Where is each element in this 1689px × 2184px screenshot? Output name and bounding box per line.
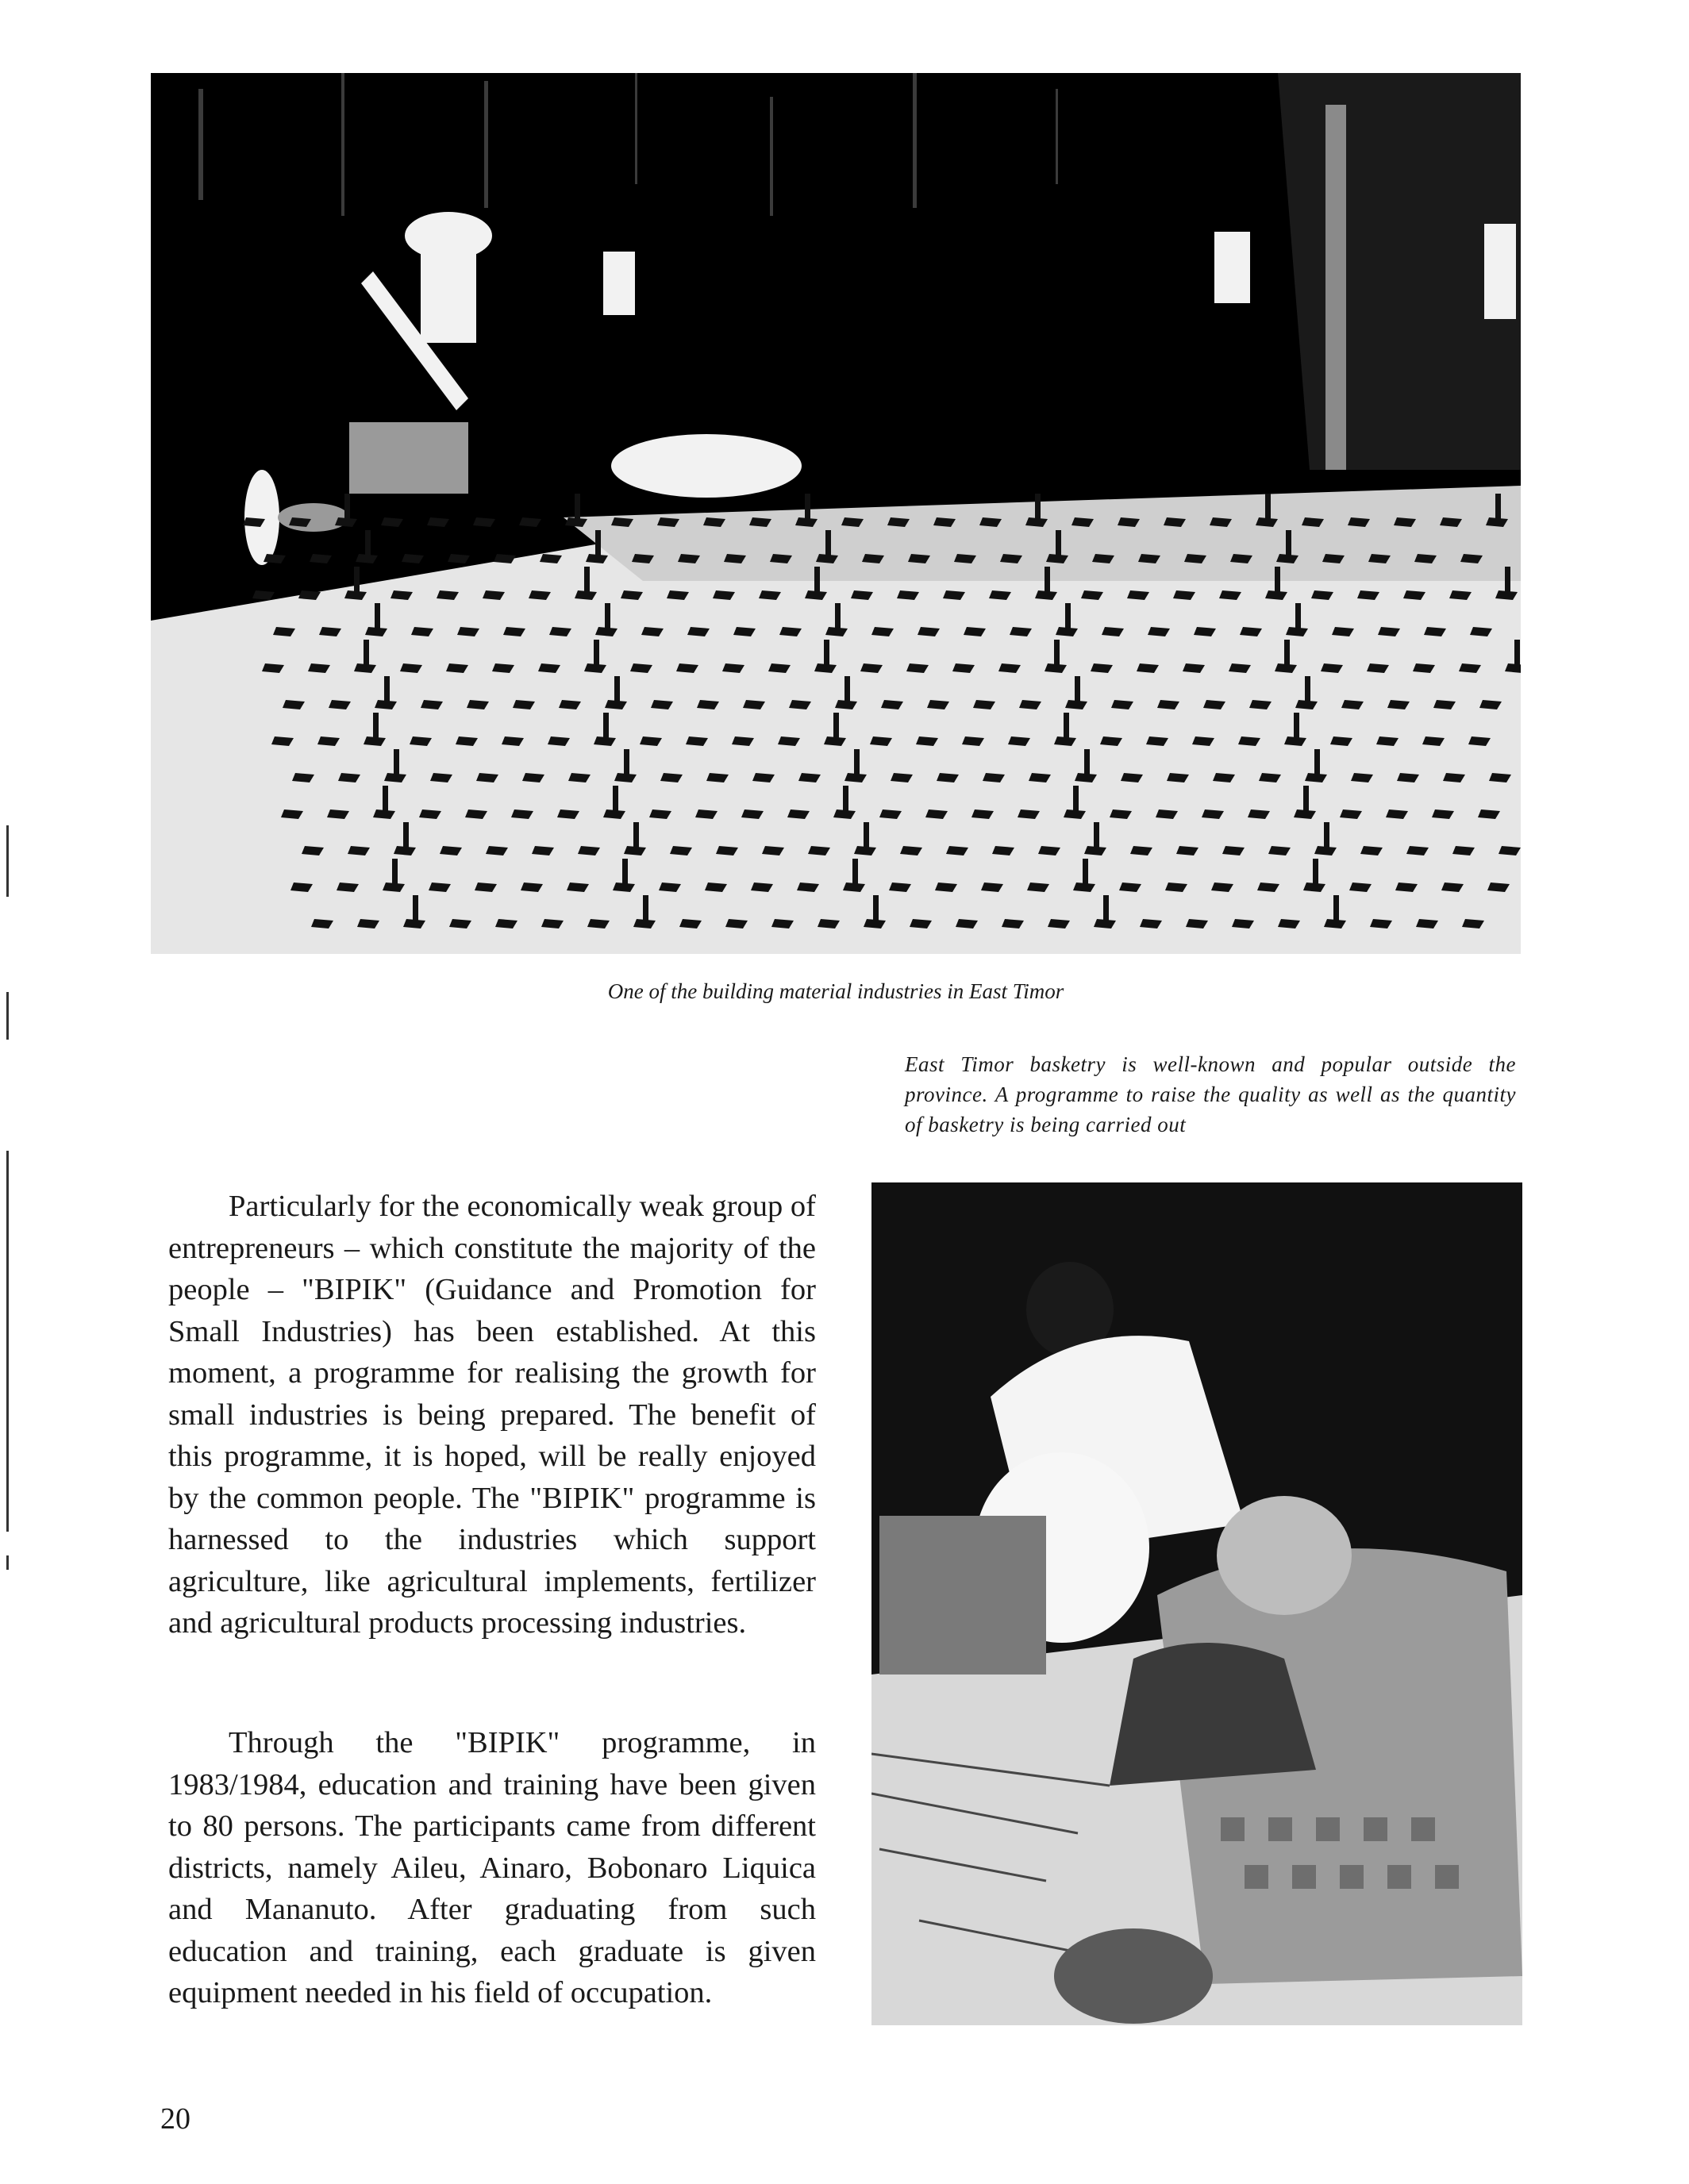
brick-edge [1064,713,1069,740]
brick-edge [594,640,599,667]
brick-edge [603,713,609,740]
page-number: 20 [160,2102,190,2136]
brick-edge [1083,859,1088,886]
brick-edge [605,603,610,630]
brick-edge [1056,530,1061,557]
brick-edge [643,895,648,922]
brick-edge [375,603,380,630]
brick-edge [373,713,379,740]
brick-edge [864,822,869,849]
brick-edge [392,859,398,886]
brick-edge [1313,859,1318,886]
brick-edge [1275,567,1280,594]
brick-edge [354,567,360,594]
brick-edge [1094,822,1099,849]
brick-edge [1265,494,1271,521]
brick-edge [622,859,628,886]
brick-edge [1075,676,1080,703]
brick-edge [384,676,390,703]
brick-edge [825,530,831,557]
scan-artifact-line [6,1151,9,1532]
brick-edge [844,676,850,703]
brick-edge [1314,749,1320,776]
body-paragraph-bipik-intro: Particularly for the economically weak group of entrepreneurs – which constitute the majority of the people – "BIPIK" (Guidance and Promotion for Small Industries) has been established. At this moment, a programme for realising the growth for small industries is being prepared. The benefit of this programme, it is hoped, will be really enjoyed by the common people. The "BIPIK" programme is harnessed to the industries which support agriculture, like agricultural implements, fertilizer and agricultural products processing industries. [168,1190,816,1640]
brick-edge [624,749,629,776]
building-materials-photo [151,73,1521,954]
brick-edge [1295,603,1301,630]
brick-edge [1103,895,1109,922]
brick-edge [575,494,580,521]
brick-edge [584,567,590,594]
brick-edge [833,713,839,740]
brick-edge [633,822,639,849]
basketry-caption: East Timor basketry is well-known and popular outside the province. A programme to raise the quality as well as the quantity of basketry is being carried out [905,1052,1516,1136]
brick-edge [835,603,841,630]
brick-edge [403,822,409,849]
brick-edge [394,749,399,776]
brick-edge [383,786,388,813]
basketry-photo [871,1182,1522,2025]
brick-edge [805,494,810,521]
building-materials-caption: One of the building material industries in East Timor [607,979,1064,1003]
brick-edge [854,749,860,776]
brick-edge [1505,567,1510,594]
brick-edge [824,640,829,667]
brick-edge [1324,822,1329,849]
brick-edge [1333,895,1339,922]
brick-edge [613,786,618,813]
brick-edge [344,494,350,521]
brick-edge [843,786,848,813]
brick-edge [1054,640,1060,667]
brick-edge [364,640,369,667]
brick-edge [413,895,418,922]
brick-edge [1084,749,1090,776]
brick-edge [1305,676,1310,703]
brick-edge [1073,786,1079,813]
brick-edge [1065,603,1071,630]
brick-edge [595,530,601,557]
brick-edge [1495,494,1501,521]
scan-artifact-line [6,1555,9,1570]
brick-edge [1294,713,1299,740]
basketry-photo-graphic [871,1182,1522,2025]
brick-edge [852,859,858,886]
brick-edge [814,567,820,594]
building-materials-photo-graphic [151,73,1521,954]
scan-artifact-line [6,992,9,1040]
body-paragraph-bipik-training: Through the "BIPIK" programme, in 1983/1984, education and training have been given to 80 persons. The participants came from different districts, namely Aileu, Ainaro, Bobonaro Liquica and Mananuto. After graduating from such education and training, each graduate is given equipment needed in his field of occupation. [168,1726,816,2009]
brick-edge [873,895,879,922]
brick-edge [1286,530,1291,557]
scan-artifact-line [6,825,9,897]
brick-edge [614,676,620,703]
brick-edge [1303,786,1309,813]
brick-edge [365,530,371,557]
brick-edge [1035,494,1041,521]
brick-edge [1284,640,1290,667]
brick-edge [1514,640,1520,667]
brick-edge [1045,567,1050,594]
